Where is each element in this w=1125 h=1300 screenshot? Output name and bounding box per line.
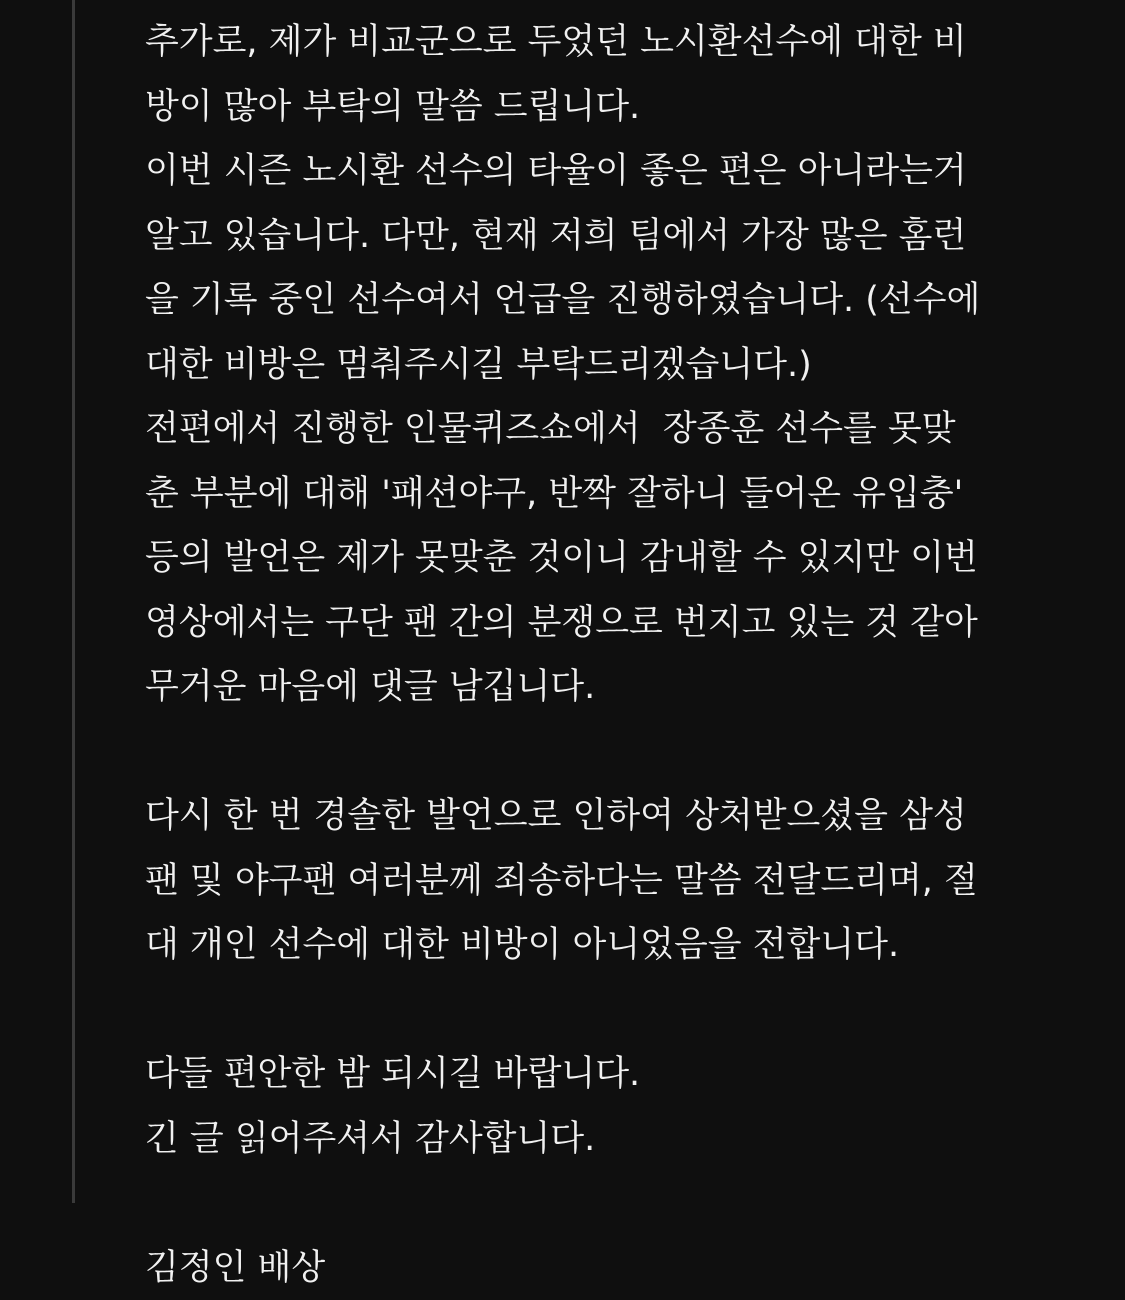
reply-thread-line [72,0,75,1203]
comment-line: 추가로, 제가 비교군으로 두었던 노시환선수에 대한 비 [145,10,1075,75]
comment-line: 대 개인 선수에 대한 비방이 아니었음을 전합니다. [145,913,1075,978]
comment-line: 춘 부분에 대해 '패션야구, 반짝 잘하니 들어온 유입충' [145,462,1075,527]
comment-line: 팬 및 야구팬 여러분께 죄송하다는 말씀 전달드리며, 절 [145,849,1075,914]
paragraph-gap [145,1171,1075,1236]
comment-line: 영상에서는 구단 팬 간의 분쟁으로 번지고 있는 것 같아 [145,591,1075,656]
comment-line: 다들 편안한 밤 되시길 바랍니다. [145,1042,1075,1107]
comment-line: 다시 한 번 경솔한 발언으로 인하여 상처받으셨을 삼성 [145,784,1075,849]
comment-line: 방이 많아 부탁의 말씀 드립니다. [145,75,1075,140]
comment-line: 을 기록 중인 선수여서 언급을 진행하였습니다. (선수에 [145,268,1075,333]
comment-line: 알고 있습니다. 다만, 현재 저희 팀에서 가장 많은 홈런 [145,204,1075,269]
comment-line: 대한 비방은 멈춰주시길 부탁드리겠습니다.) [145,333,1075,398]
comment-line: 이번 시즌 노시환 선수의 타율이 좋은 편은 아니라는거 [145,139,1075,204]
comment-line: 전편에서 진행한 인물퀴즈쇼에서 장종훈 선수를 못맞 [145,397,1075,462]
paragraph-gap [145,720,1075,785]
comment-line: 긴 글 읽어주셔서 감사합니다. [145,1107,1075,1172]
comment-signature: 김정인 배상 [145,1236,1075,1300]
paragraph-gap [145,978,1075,1043]
comment-line: 무거운 마음에 댓글 남깁니다. [145,655,1075,720]
comment-text [145,10,1075,1300]
comment-line: 등의 발언은 제가 못맞춘 것이니 감내할 수 있지만 이번 [145,526,1075,591]
